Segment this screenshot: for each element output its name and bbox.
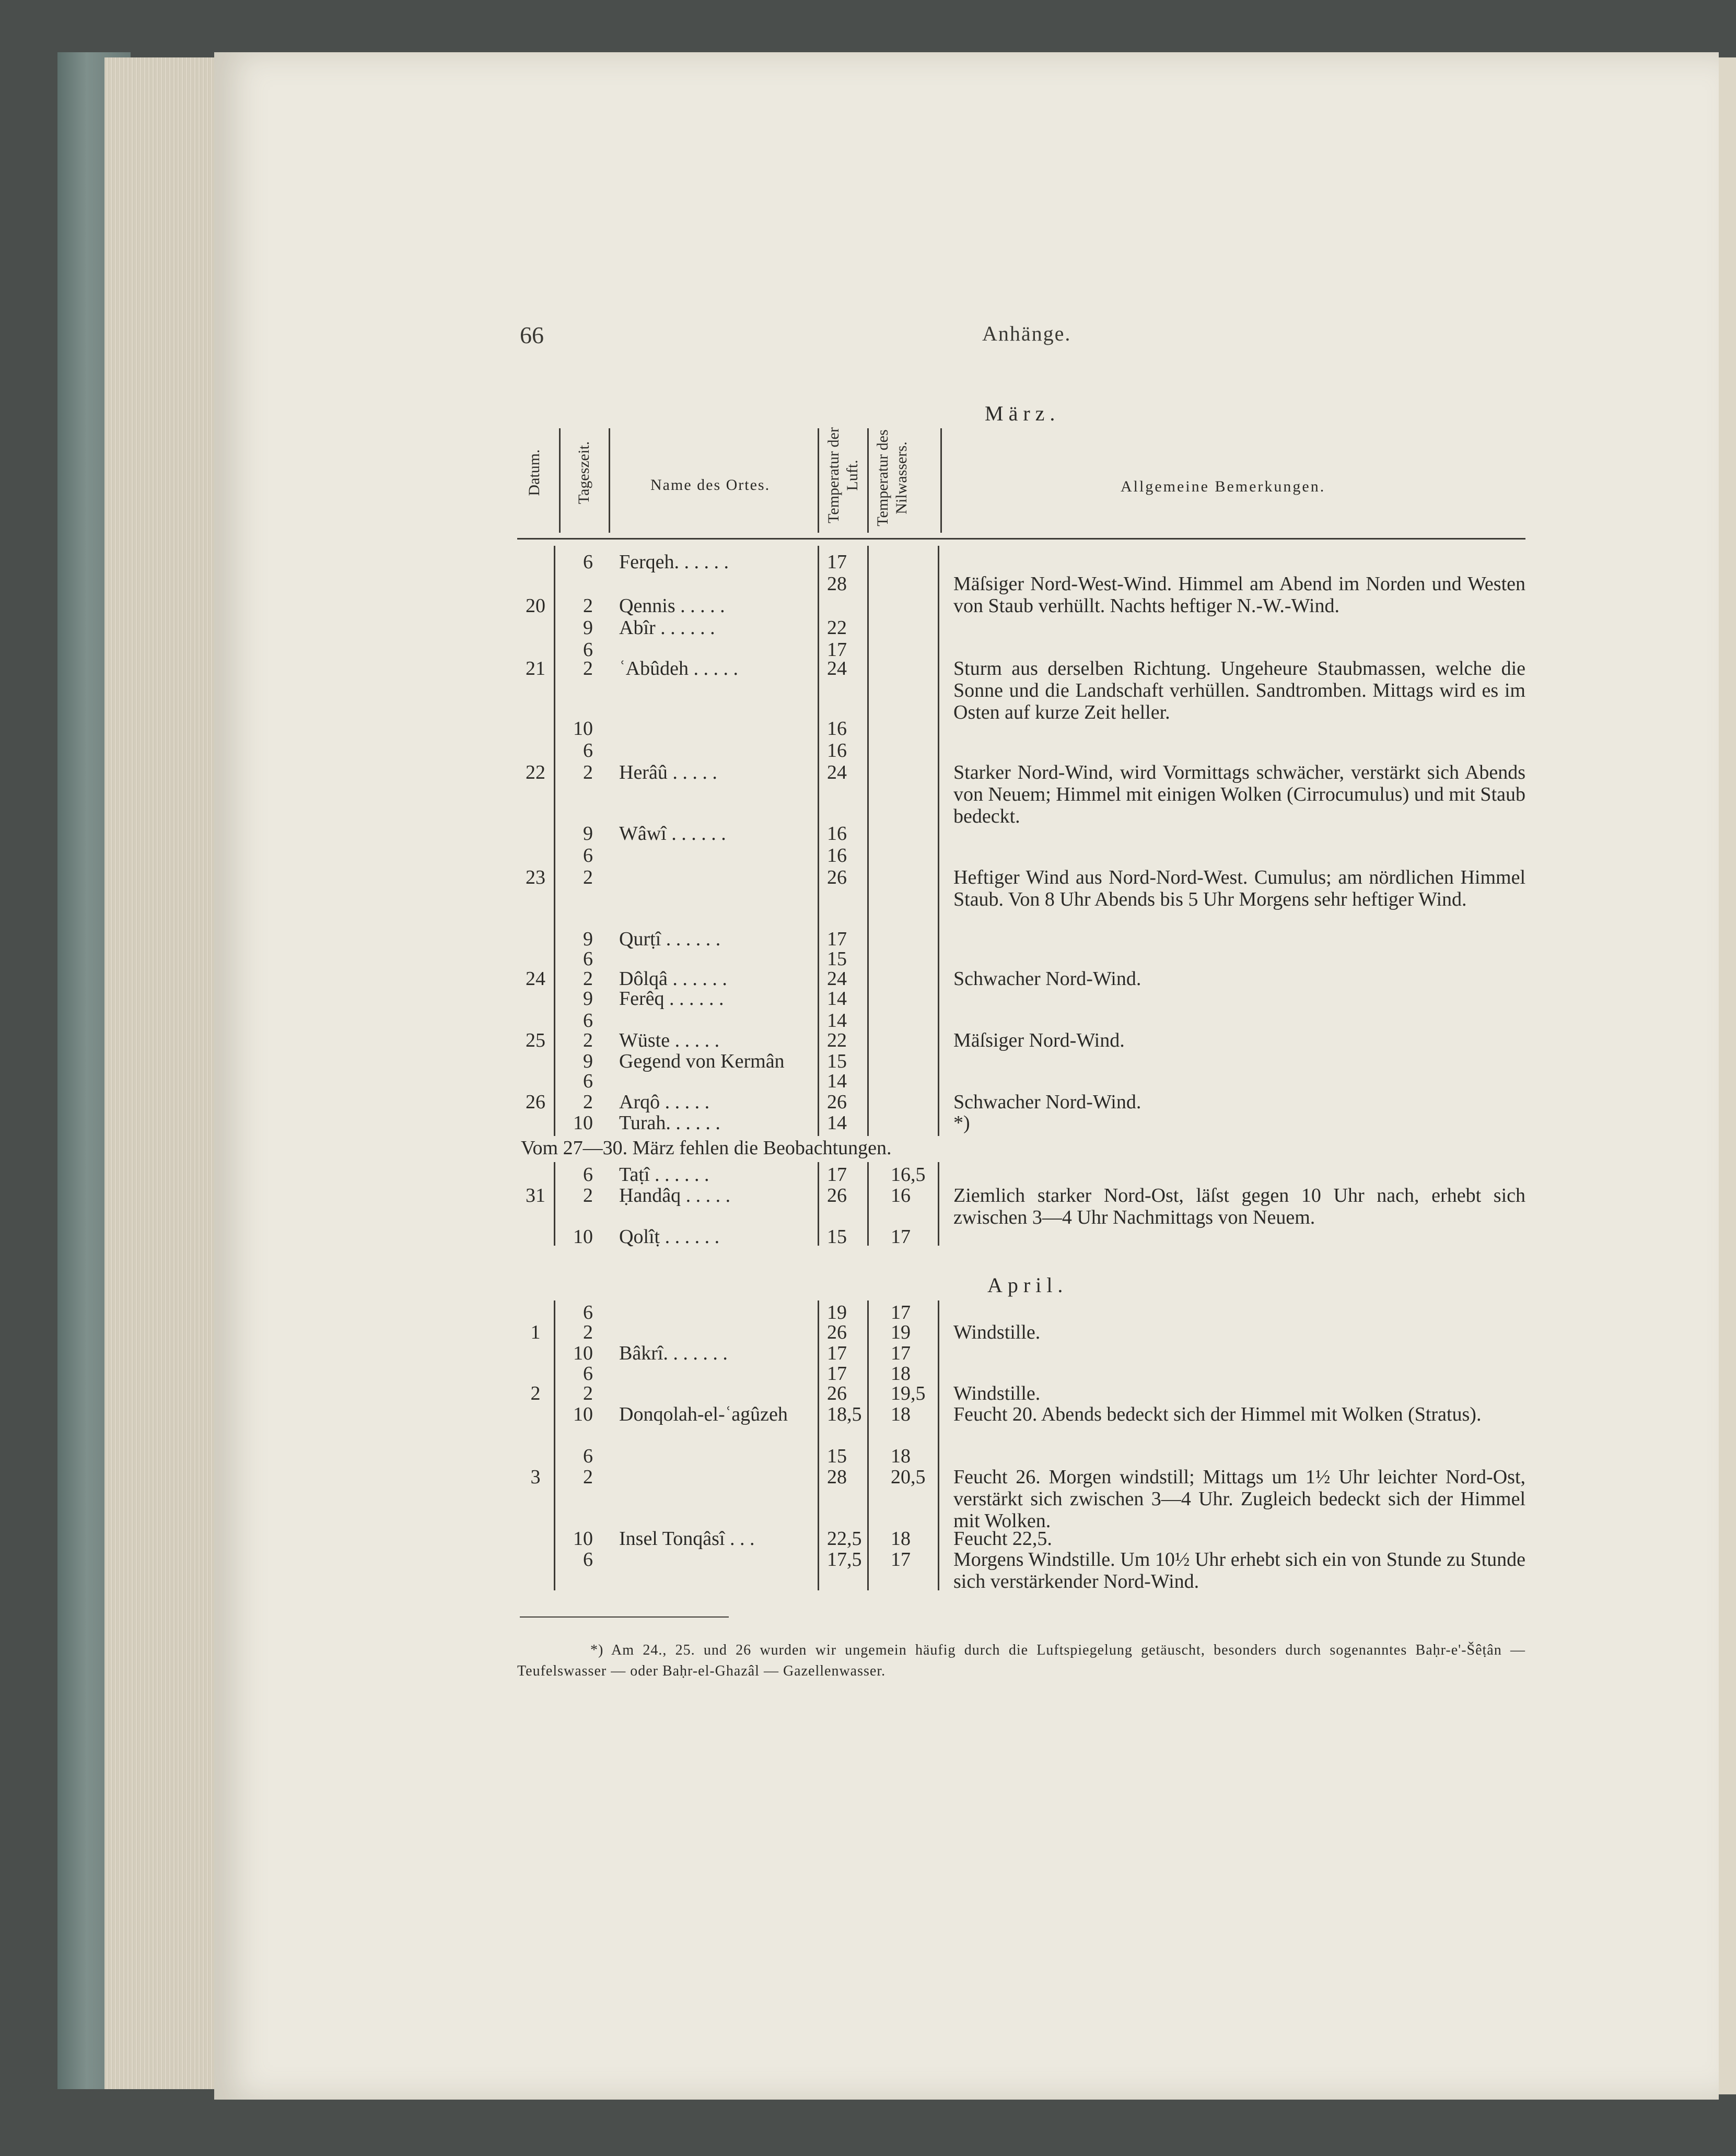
row-temp-luft: 18,5 xyxy=(827,1403,862,1425)
row-temp-luft: 22 xyxy=(827,1029,847,1051)
row-temp-nil: 18 xyxy=(891,1363,911,1385)
footnote: *) Am 24., 25. und 26 wurden wir ungemein häufig durch die Luftspiegelung getäuscht, besonders durch sogenanntes Baḥr-e'-Šêṭân — Teufelswasser — oder Baḥr-el-Ghazâl — Gazellenwasser. xyxy=(517,1642,1525,1679)
row-ort: Wâwî . . . . . . xyxy=(619,823,726,845)
column-rule xyxy=(867,1162,869,1246)
row-zeit: 10 xyxy=(573,1226,593,1248)
row-temp-nil: 17 xyxy=(891,1226,911,1248)
row-datum: 20 xyxy=(526,595,545,617)
row-zeit: 10 xyxy=(573,1342,593,1364)
row-temp-nil: 18 xyxy=(891,1403,911,1425)
row-zeit: 10 xyxy=(573,1112,593,1134)
header-temp-nil: Temperatur des Nilwassers. xyxy=(874,429,910,526)
gap-note: Vom 27—30. März fehlen die Beobachtungen. xyxy=(521,1137,892,1159)
row-temp-nil: 17 xyxy=(891,1549,911,1571)
row-datum: 3 xyxy=(530,1466,541,1488)
row-zeit: 2 xyxy=(583,968,593,990)
book-page xyxy=(214,52,1719,2100)
row-ort: Arqô . . . . . xyxy=(619,1091,710,1113)
remark: Ziemlich starker Nord-Ost, läſst gegen 10 Uhr nach, erhebt sich zwischen 3—4 Uhr Nachmittags von Neuem. xyxy=(953,1185,1525,1228)
row-temp-luft: 16 xyxy=(827,845,847,866)
row-zeit: 6 xyxy=(583,1549,593,1571)
column-rule xyxy=(554,1300,555,1590)
row-temp-luft: 17 xyxy=(827,551,847,573)
column-rule xyxy=(818,546,819,1136)
row-zeit: 2 xyxy=(583,1185,593,1206)
row-datum: 26 xyxy=(526,1091,545,1113)
row-temp-luft: 14 xyxy=(827,1070,847,1092)
row-ort: Qennis . . . . . xyxy=(619,595,725,617)
row-ort: Ḥandâq . . . . . xyxy=(619,1185,731,1206)
remark: Schwacher Nord-Wind. xyxy=(953,968,1141,990)
header-divider xyxy=(559,428,561,533)
row-zeit: 6 xyxy=(583,740,593,761)
row-datum: 21 xyxy=(526,658,545,679)
remark: Feucht 22,5. xyxy=(953,1528,1052,1550)
row-zeit: 9 xyxy=(583,617,593,639)
row-datum: 22 xyxy=(526,761,545,783)
row-zeit: 6 xyxy=(583,1445,593,1467)
footnote-marker: *) xyxy=(953,1112,970,1134)
row-zeit: 2 xyxy=(583,1466,593,1488)
row-datum: 23 xyxy=(526,866,545,888)
row-datum: 25 xyxy=(526,1029,545,1051)
row-ort: Abîr . . . . . . xyxy=(619,617,715,639)
header-temp-luft: Temperatur der Luft. xyxy=(825,427,861,523)
row-ort: Turah. . . . . . xyxy=(619,1112,720,1134)
row-temp-nil: 18 xyxy=(891,1528,911,1550)
row-temp-nil: 16,5 xyxy=(891,1164,926,1186)
column-rule xyxy=(818,1300,819,1590)
row-zeit: 9 xyxy=(583,988,593,1010)
row-zeit: 10 xyxy=(573,1528,593,1550)
row-temp-luft: 14 xyxy=(827,1010,847,1032)
row-temp-luft: 15 xyxy=(827,948,847,970)
row-temp-nil: 19 xyxy=(891,1321,911,1343)
row-zeit: 2 xyxy=(583,1091,593,1113)
row-temp-nil: 20,5 xyxy=(891,1466,926,1488)
remark: Mäſsiger Nord-Wind. xyxy=(953,1029,1125,1051)
row-datum: 1 xyxy=(530,1321,541,1343)
page-number: 66 xyxy=(520,322,544,348)
remark: Windstille. xyxy=(953,1321,1041,1343)
row-zeit: 6 xyxy=(583,1302,593,1323)
row-zeit: 10 xyxy=(573,718,593,740)
header-ort: Name des Ortes. xyxy=(650,476,771,494)
row-zeit: 2 xyxy=(583,1382,593,1404)
header-bemerkungen: Allgemeine Bemerkungen. xyxy=(1121,478,1326,495)
row-ort: Qolîṭ . . . . . . xyxy=(619,1226,720,1248)
column-rule xyxy=(554,546,555,1136)
row-temp-luft: 26 xyxy=(827,1091,847,1113)
row-datum: 31 xyxy=(526,1185,545,1206)
row-temp-luft: 26 xyxy=(827,1185,847,1206)
row-zeit: 10 xyxy=(573,1403,593,1425)
row-temp-nil: 17 xyxy=(891,1302,911,1323)
footnote-rule xyxy=(520,1616,729,1618)
column-rule xyxy=(938,1162,939,1246)
row-temp-nil: 17 xyxy=(891,1342,911,1364)
row-datum: 2 xyxy=(530,1382,541,1404)
column-rule xyxy=(938,546,939,1136)
header-tageszeit: Tageszeit. xyxy=(575,441,592,505)
row-temp-luft: 15 xyxy=(827,1050,847,1072)
row-ort: Bâkrî. . . . . . . xyxy=(619,1342,728,1364)
row-temp-nil: 19,5 xyxy=(891,1382,926,1404)
row-zeit: 2 xyxy=(583,595,593,617)
row-temp-nil: 16 xyxy=(891,1185,911,1206)
remark: Windstille. xyxy=(953,1382,1041,1404)
row-ort: Taṭî . . . . . . xyxy=(619,1164,709,1186)
column-rule xyxy=(867,1300,869,1590)
row-temp-luft: 17,5 xyxy=(827,1549,862,1571)
remark: Heftiger Wind aus Nord-Nord-West. Cumulus; am nördlichen Himmel Staub. Von 8 Uhr Abends bis 5 Uhr Morgens sehr heftiger Wind. xyxy=(953,866,1525,910)
row-temp-luft: 17 xyxy=(827,639,847,661)
remark: Schwacher Nord-Wind. xyxy=(953,1091,1141,1113)
row-ort: Ferqeh. . . . . . xyxy=(619,551,729,573)
row-ort: Herâû . . . . . xyxy=(619,761,717,783)
april-heading: April. xyxy=(987,1273,1068,1297)
row-temp-luft: 26 xyxy=(827,1382,847,1404)
running-head: Anhänge. xyxy=(982,322,1071,345)
row-temp-luft: 15 xyxy=(827,1445,847,1467)
row-zeit: 6 xyxy=(583,1010,593,1032)
row-zeit: 9 xyxy=(583,1050,593,1072)
row-zeit: 9 xyxy=(583,823,593,845)
row-temp-luft: 17 xyxy=(827,928,847,950)
march-heading: März. xyxy=(985,402,1061,425)
row-temp-luft: 17 xyxy=(827,1342,847,1364)
column-rule xyxy=(867,546,869,1136)
row-temp-luft: 19 xyxy=(827,1302,847,1323)
row-zeit: 6 xyxy=(583,845,593,866)
row-temp-luft: 15 xyxy=(827,1226,847,1248)
row-ort: Insel Tonqâsî . . . xyxy=(619,1528,755,1550)
row-zeit: 6 xyxy=(583,639,593,661)
row-ort: Donqolah-el-ʿagûzeh xyxy=(619,1403,788,1425)
row-temp-luft: 14 xyxy=(827,1112,847,1134)
header-divider xyxy=(940,428,942,533)
row-zeit: 6 xyxy=(583,1164,593,1186)
row-zeit: 2 xyxy=(583,761,593,783)
header-divider xyxy=(609,428,610,533)
remark: Feucht 20. Abends bedeckt sich der Himmel mit Wolken (Stratus). xyxy=(953,1403,1482,1425)
header-divider xyxy=(818,428,819,533)
row-ort: Ferêq . . . . . . xyxy=(619,988,724,1010)
row-temp-luft: 17 xyxy=(827,1164,847,1186)
column-rule xyxy=(938,1300,939,1590)
row-temp-luft: 22,5 xyxy=(827,1528,862,1550)
row-temp-luft: 16 xyxy=(827,740,847,761)
row-temp-luft: 24 xyxy=(827,658,847,679)
remark: Sturm aus derselben Richtung. Ungeheure Staubmassen, welche die Sonne und die Landschaft verhüllen. Sandtromben. Mittags wird es im Osten auf kurze Zeit heller. xyxy=(953,658,1525,723)
row-temp-luft: 17 xyxy=(827,1363,847,1385)
row-temp-luft: 28 xyxy=(827,573,847,595)
row-temp-luft: 16 xyxy=(827,823,847,845)
row-zeit: 6 xyxy=(583,1070,593,1092)
row-ort: Gegend von Kermân xyxy=(619,1050,785,1072)
page-edges xyxy=(104,57,230,2089)
row-zeit: 2 xyxy=(583,1321,593,1343)
row-zeit: 2 xyxy=(583,866,593,888)
row-temp-luft: 24 xyxy=(827,761,847,783)
row-temp-luft: 24 xyxy=(827,968,847,990)
column-rule xyxy=(818,1162,819,1246)
row-temp-luft: 16 xyxy=(827,718,847,740)
remark: Starker Nord-Wind, wird Vormittags schwächer, verstärkt sich Abends von Neuem; Himmel mit einigen Wolken (Cirrocumulus) und mit Staub bedeckt. xyxy=(953,761,1525,827)
row-zeit: 2 xyxy=(583,658,593,679)
row-datum: 24 xyxy=(526,968,545,990)
row-zeit: 6 xyxy=(583,948,593,970)
row-zeit: 6 xyxy=(583,551,593,573)
row-ort: Dôlqâ . . . . . . xyxy=(619,968,727,990)
row-zeit: 6 xyxy=(583,1363,593,1385)
header-divider xyxy=(867,428,869,533)
row-ort: Wüste . . . . . xyxy=(619,1029,720,1051)
remark: Feucht 26. Morgen windstill; Mittags um 1½ Uhr leichter Nord-Ost, verstärkt sich zwischen 3—4 Uhr. Zugleich bedeckt sich der Himmel mit Wolken. xyxy=(953,1466,1525,1532)
row-temp-luft: 14 xyxy=(827,988,847,1010)
column-rule xyxy=(554,1162,555,1246)
remark: Morgens Windstille. Um 10½ Uhr erhebt sich ein von Stunde zu Stunde sich verstärkender Nord-Wind. xyxy=(953,1549,1525,1592)
row-temp-luft: 26 xyxy=(827,866,847,888)
row-temp-nil: 18 xyxy=(891,1445,911,1467)
remark: Mäſsiger Nord-West-Wind. Himmel am Abend im Norden und Westen von Staub verhüllt. Nachts heftiger N.-W.-Wind. xyxy=(953,573,1525,617)
header-datum: Datum. xyxy=(526,449,543,496)
row-ort: Qurṭî . . . . . . xyxy=(619,928,721,950)
row-zeit: 2 xyxy=(583,1029,593,1051)
row-temp-luft: 28 xyxy=(827,1466,847,1488)
row-ort: ʿAbûdeh . . . . . xyxy=(619,658,738,679)
row-zeit: 9 xyxy=(583,928,593,950)
header-rule xyxy=(517,538,1525,540)
row-temp-luft: 22 xyxy=(827,617,847,639)
row-temp-luft: 26 xyxy=(827,1321,847,1343)
